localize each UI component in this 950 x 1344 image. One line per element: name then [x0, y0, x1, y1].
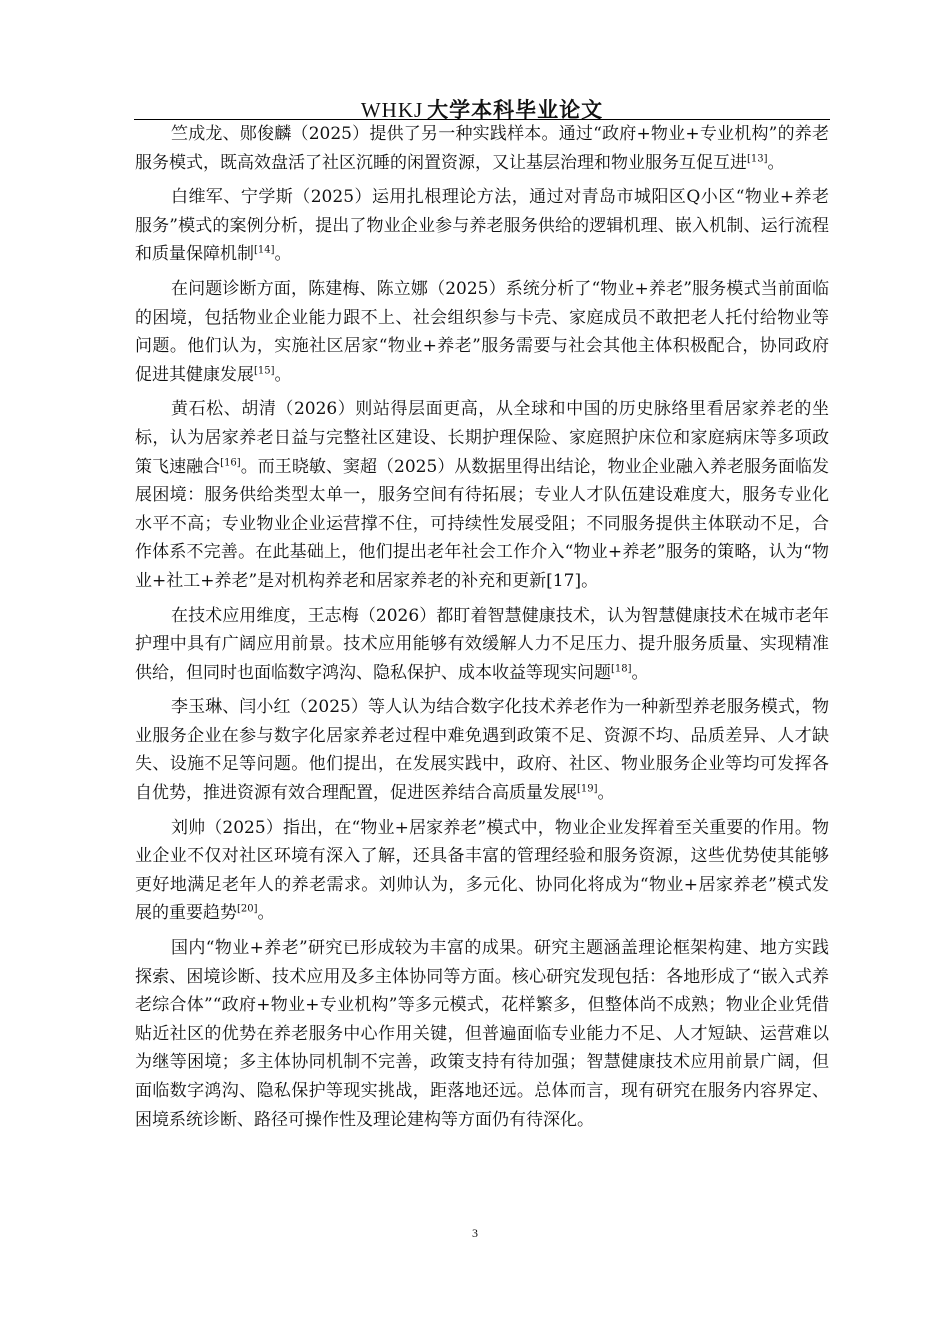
page-number: 3	[472, 1226, 478, 1240]
citation: [19]	[577, 783, 598, 795]
paragraph: 白维军、宁学斯（2025）运用扎根理论方法，通过对青岛市城阳区Q小区“物业+养老服务”模式的案例分析，提出了物业企业参与养老服务供给的逻辑机理、嵌入机制、运行流程和质量保障机制[14]。	[135, 187, 829, 265]
citation: [20]	[237, 903, 258, 915]
paragraph: 李玉琳、闫小红（2025）等人认为结合数字化技术养老作为一种新型养老服务模式，物业服务企业在参与数字化居家养老过程中难免遇到政策不足、资源不均、品质差异、人才缺失、设施不足等问题。他们提出，在发展实践中，政府、社区、物业服务企业等均可发挥各自优势，推进资源有效合理配置，促进医养结合高质量发展[19]。	[135, 697, 829, 804]
paragraph: 竺成龙、郧俊麟（2025）提供了另一种实践样本。通过“政府+物业+专业机构”的养老服务模式，既高效盘活了社区沉睡的闲置资源，又让基层治理和物业服务互促互进[13]。	[135, 124, 829, 173]
paragraph: 黄石松、胡清（2026）则站得层面更高，从全球和中国的历史脉络里看居家养老的坐标，认为居家养老日益与完整社区建设、长期护理保险、家庭照护床位和家庭病床等多项政策飞速融合[16]。而王晓敏、窦超（2025）从数据里得出结论，物业企业融入养老服务面临发展困境：服务供给类型太单一，服务空间有待拓展；专业人才队伍建设难度大，服务专业化水平不高；专业物业企业运营撑不住，可持续性发展受阻；不同服务提供主体联动不足，合作体系不完善。在此基础上，他们提出老年社会工作介入“物业+养老”服务的策略，认为“物业+社工+养老”是对机构养老和居家养老的补充和更新[17]。	[135, 399, 830, 591]
body-text	[135, 120, 829, 1140]
paragraph: 国内“物业+养老”研究已形成较为丰富的成果。研究主题涵盖理论框架构建、地方实践探索、困境诊断、技术应用及多主体协同等方面。核心研究发现包括：各地形成了“嵌入式养老综合体”“政府+物业+专业机构”等多元模式，花样繁多，但整体尚不成熟；物业企业凭借贴近社区的优势在养老服务中心作用关键，但普遍面临专业能力不足、人才短缺、运营难以为继等困境；多主体协同机制不完善，政策支持有待加强；智慧健康技术应用前景广阔，但面临数字鸿沟、隐私保护等现实挑战，距落地还远。总体而言，现有研究在服务内容界定、困境系统诊断、路径可操作性及理论建构等方面仍有待深化。	[135, 938, 829, 1130]
header-code: WHKJ	[360, 98, 424, 122]
paragraph: 在问题诊断方面，陈建梅、陈立娜（2025）系统分析了“物业+养老”服务模式当前面临的困境，包括物业企业能力跟不上、社会组织参与卡壳、家庭成员不敢把老人托付给物业等问题。他们认为，实施社区居家“物业+养老”服务需要与社会其他主体积极配合，协同政府促进其健康发展[15]。	[135, 278, 829, 385]
citation: [16]	[220, 456, 241, 468]
citation: [18]	[611, 663, 632, 675]
citation: [13]	[747, 152, 768, 164]
header-title: 大学本科毕业论文	[427, 97, 604, 122]
paragraph: 在技术应用维度，王志梅（2026）都盯着智慧健康技术，认为智慧健康技术在城市老年护理中具有广阔应用前景。技术应用能够有效缓解人力不足压力、提升服务质量、实现精准供给，但同时也面临数字鸿沟、隐私保护、成本收益等现实问题[18]。	[135, 605, 829, 683]
paragraph: 刘帅（2025）指出，在“物业+居家养老”模式中，物业企业发挥着至关重要的作用。物业企业不仅对社区环境有深入了解，还具备丰富的管理经验和服务资源，这些优势使其能够更好地满足老年人的养老需求。刘帅认为，多元化、协同化将成为“物业+居家养老”模式发展的重要趋势[20]。	[135, 817, 829, 924]
citation: [14]	[254, 244, 275, 256]
citation: [15]	[254, 365, 275, 377]
